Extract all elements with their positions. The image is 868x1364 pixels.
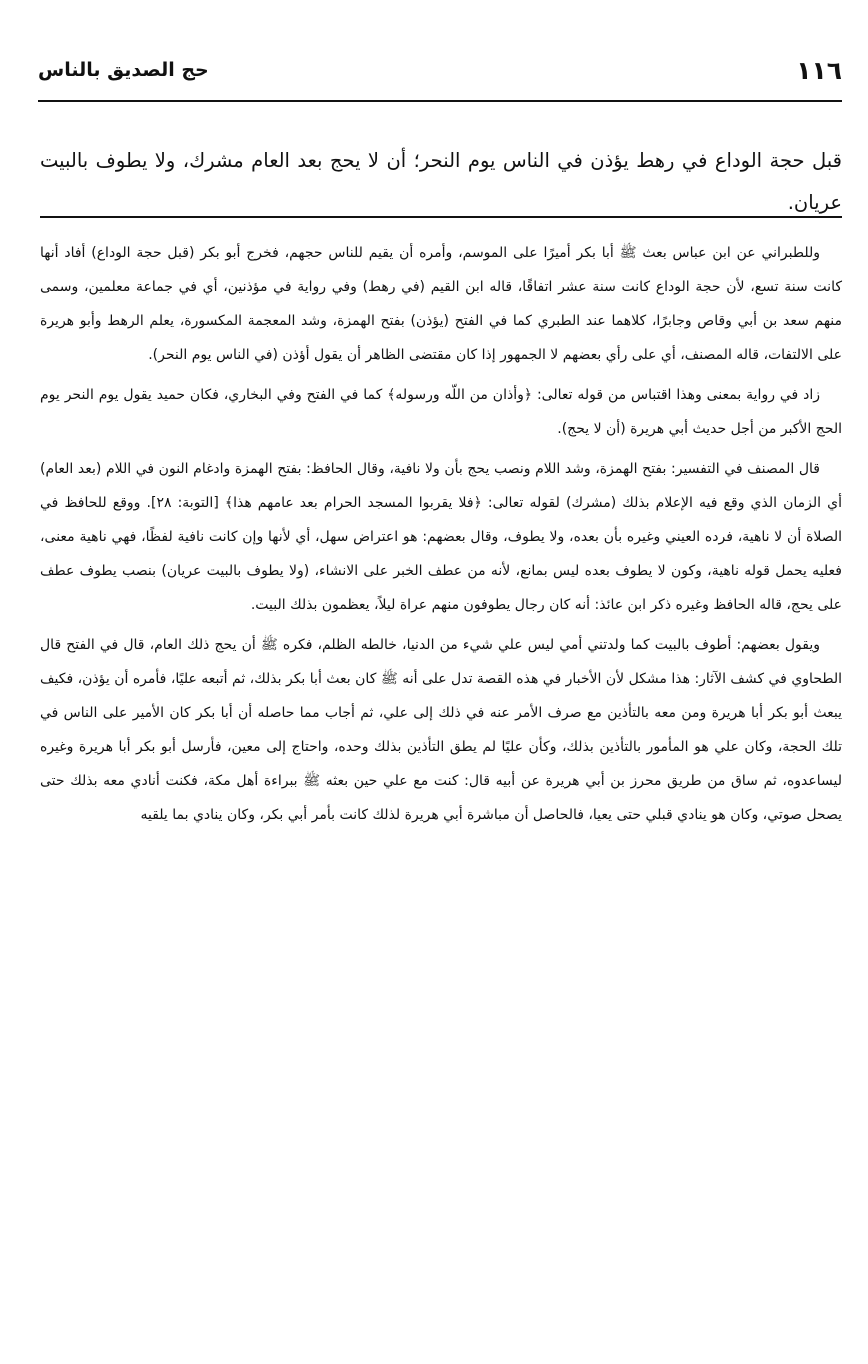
text-separator [40,216,842,218]
running-title: حج الصديق بالناس [38,59,209,81]
commentary-paragraph: زاد في رواية بمعنى وهذا اقتباس من قوله تعالى: ﴿وأذان من اللّه ورسوله﴾ كما في الفتح وفي البخاري، فكان حميد يقول يوم النحر يوم الحج الأكبر من أجل حديث أبي هريرة (أن لا يحج). [40,387,842,437]
header-rule [38,100,842,102]
commentary-paragraph: قال المصنف في التفسير: بفتح الهمزة، وشد اللام ونصب يحج بأن ولا نافية، وقال الحافظ: بفتح الهمزة وادغام النون في اللام (بعد العام) أي الزمان الذي وقع فيه الإعلام بذلك (مشرك) لقوله تعالى: ﴿فلا يقربوا المسجد الحرام بعد عامهم هذا﴾ [التوبة: ٢٨]. ووقع للحافظ في الصلاة أن لا ناهية، فرده العيني وغيره بأن بعده، ولا يطوف، وقال بعضهم: هو اعتراض سهل، أي لأنها وإن كانت نافية لفظًا، فهي ناهية معنى، فعليه يحمل قوله ناهية، وكون لا يطوف بعده ليس بمانع، لأنه من عطف الخبر على الانشاء، (ولا يطوف بالبيت عريان) بنصب يطوف عطف على يحج، قاله الحافظ وغيره ذكر ابن عائذ: أنه كان رجال يطوفون منهم عراة ليلاً، يعظمون بذلك البيت. [40,461,842,613]
commentary-paragraph: وللطبراني عن ابن عباس بعث ﷺ أبا بكر أميرًا على الموسم، وأمره أن يقيم للناس حجهم، فخرج أبو بكر (قبل حجة الوداع) أفاد أنها كانت سنة تسع، لأن حجة الوداع كانت سنة عشر اتفاقًا، قاله ابن القيم (في رهط) وفي رواية في مؤذنين، أي في جماعة معلمين، وسمى منهم سعد بن أبي وقاص وجابرًا، كلاهما عند الطبري كما في الفتح (يؤذن) بفتح الهمزة، وشد المعجمة المكسورة، يعلم الرهط وأبو هريرة على الالتفات، قاله المصنف، أي على رأي بعضهم لا الجمهور إذا كان مقتضى الظاهر أن يقول أؤذن (في الناس يوم النحر). [40,245,842,363]
main-text: قبل حجة الوداع في رهط يؤذن في الناس يوم النحر؛ أن لا يحج بعد العام مشرك، ولا يطوف بالبيت عريان. [40,148,842,214]
commentary-paragraph: ويقول بعضهم: أطوف بالبيت كما ولدتني أمي ليس علي شيء من الدنيا، خالطه الظلم، فكره ﷺ أن يحج ذلك العام، قال في الفتح قال الطحاوي في كشف الآثار: هذا مشكل لأن الأخبار في هذه القصة تدل على أنه ﷺ كان بعث أبا بكر بذلك، ثم أتبعه عليًا، فأمره أن يؤذن، فكيف يبعث أبو بكر أبا هريرة ومن معه بالتأذين مع صرف الأمر عنه في ذلك إلى علي، ثم أجاب مما حاصله أن أبا بكر كان الأمير على الناس في تلك الحجة، وكان علي هو المأمور بالتأذين بذلك، وكأن عليًا لم يطق التأذين بذلك وحده، واحتاج إلى معين، فأرسل أبو بكر أبا هريرة وغيره ليساعدوه، ثم ساق من طريق محرز بن أبي هريرة عن أبيه قال: كنت مع علي حين بعثه ﷺ ببراءة أهل مكة، فكنت أنادي معه بذلك حتى يصحل صوتي، وكان هو ينادي قبلي حتى يعيا، فالحاصل أن مباشرة أبي هريرة لذلك كانت بأمر أبي بكر، وكان ينادي بما يلقيه [40,637,842,823]
page-header [38,50,842,90]
commentary [40,236,842,832]
page-number: ١١٦ [796,55,842,85]
